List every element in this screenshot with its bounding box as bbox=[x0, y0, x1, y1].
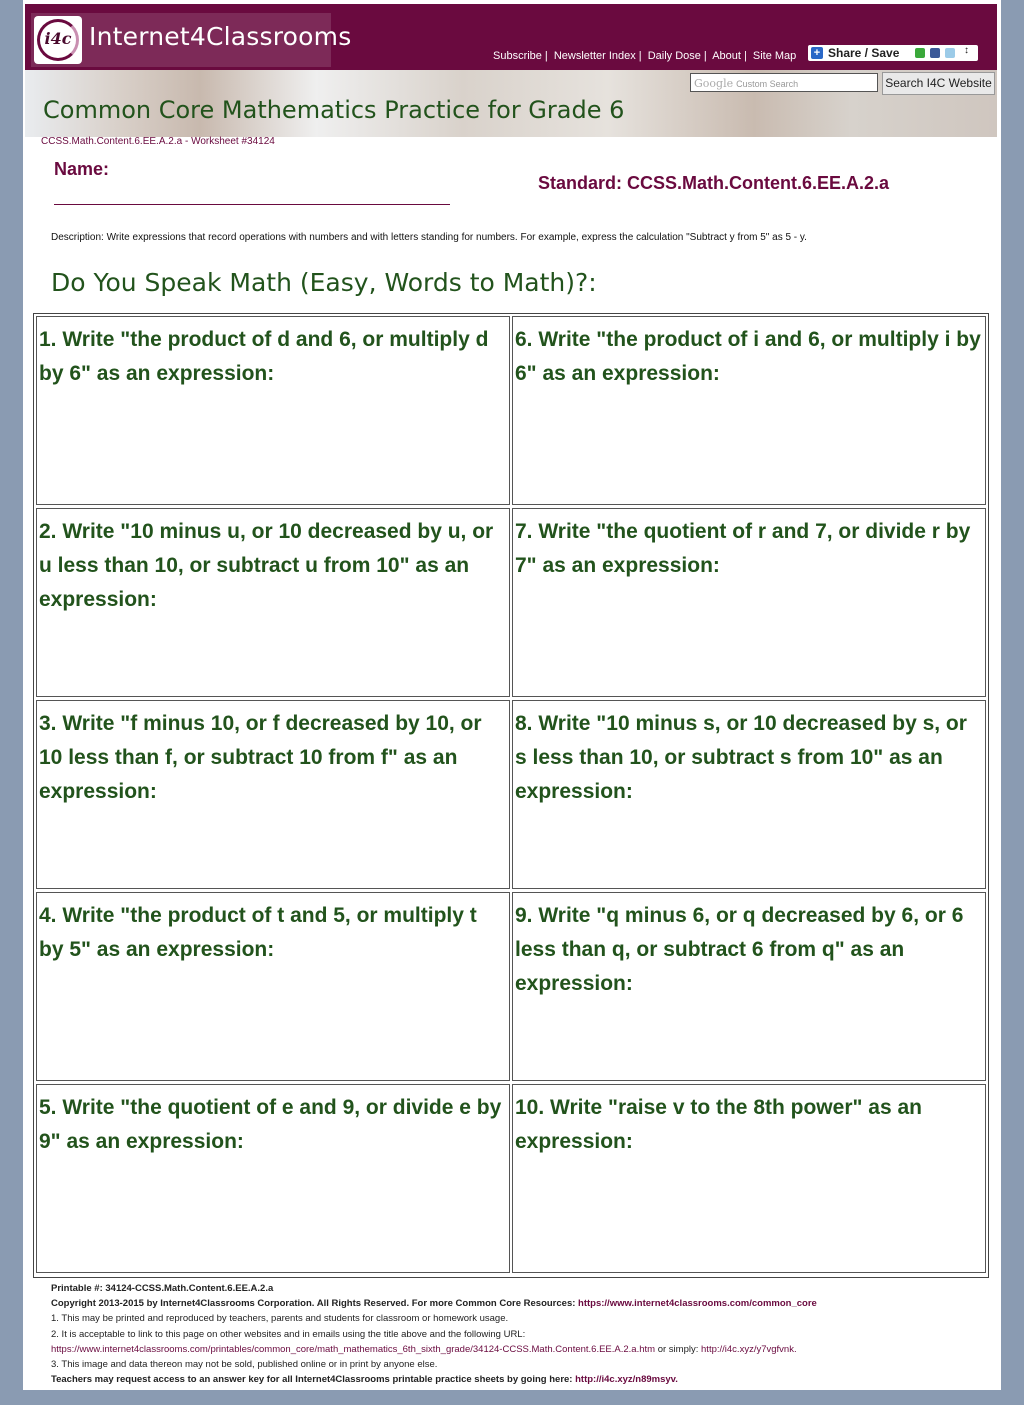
google-brand: Google bbox=[694, 77, 734, 90]
name-label: Name: bbox=[54, 159, 110, 179]
question-grid bbox=[33, 313, 989, 1278]
nav-subscribe[interactable]: Subscribe bbox=[493, 50, 542, 62]
common-core-link[interactable]: https://www.internet4classrooms.com/common_core bbox=[578, 1298, 817, 1310]
facebook-icon bbox=[930, 48, 940, 58]
question-cell bbox=[512, 316, 986, 505]
note-3: 3. This image and data thereon may not be sold, published online or in print by anyone else. bbox=[51, 1359, 438, 1371]
nav-site-map[interactable]: Site Map bbox=[752, 50, 797, 62]
breadcrumb[interactable]: CCSS.Math.Content.6.EE.A.2.a - Worksheet #34124 bbox=[41, 136, 275, 147]
share-green-icon bbox=[915, 48, 925, 58]
share-label: Share / Save bbox=[828, 46, 900, 60]
question-cell bbox=[512, 892, 986, 1081]
nav-daily-dose[interactable]: Daily Dose bbox=[647, 50, 701, 62]
question-cell bbox=[36, 508, 510, 697]
question-text: 9. Write "q minus 6, or q decreased by 6, or 6 less than q, or subtract 6 from q" as an expression: bbox=[515, 904, 964, 995]
header-bar bbox=[25, 4, 997, 70]
question-cell bbox=[512, 508, 986, 697]
question-text: 10. Write "raise v to the 8th power" as an expression: bbox=[515, 1096, 922, 1153]
search-input[interactable] bbox=[690, 73, 878, 92]
worksheet-heading: Do You Speak Math (Easy, Words to Math)?: bbox=[51, 268, 597, 297]
logo-mark-text: i4c bbox=[44, 29, 72, 48]
nav-newsletter-index[interactable]: Newsletter Index bbox=[553, 50, 636, 62]
question-text: 7. Write "the quotient of r and 7, or divide r by 7" as an expression: bbox=[515, 520, 971, 577]
question-cell bbox=[36, 316, 510, 505]
footer bbox=[51, 1281, 817, 1387]
question-cell bbox=[512, 1084, 986, 1273]
question-text: 1. Write "the product of d and 6, or multiply d by 6" as an expression: bbox=[39, 328, 489, 385]
question-text: 2. Write "10 minus u, or 10 decreased by u, or u less than 10, or subtract u from 10" as an expression: bbox=[39, 520, 494, 611]
worksheet-page bbox=[23, 0, 1001, 1390]
standard-label: Standard: CCSS.Math.Content.6.EE.A.2.a bbox=[538, 173, 890, 193]
logo-text: Internet4Classrooms bbox=[89, 22, 352, 51]
banner bbox=[25, 70, 997, 137]
long-url-link[interactable]: https://www.internet4classrooms.com/printables/common_core/math_mathematics_6th_sixth_grade/34124-CCSS.Math.Content.6.EE.A.2.a.htm bbox=[51, 1343, 656, 1355]
question-text: 5. Write "the quotient of e and 9, or divide e by 9" as an expression: bbox=[39, 1096, 502, 1153]
short-url-link[interactable]: http://i4c.xyz/y7vgfvnk. bbox=[701, 1343, 797, 1355]
note-1: 1. This may be printed and reproduced by teachers, parents and students for classroom or homework usage. bbox=[51, 1313, 509, 1325]
url-or: or simply: bbox=[657, 1343, 699, 1355]
top-nav: Subscribe | Newsletter Index | Daily Dose | About | Site Map bbox=[493, 50, 797, 62]
answer-key-link[interactable]: http://i4c.xyz/n89msyv. bbox=[575, 1374, 678, 1386]
search-placeholder: Custom Search bbox=[736, 79, 799, 89]
question-text: 6. Write "the product of i and 6, or multiply i by 6" as an expression: bbox=[515, 328, 981, 385]
note-2: 2. It is acceptable to link to this page on other websites and in emails using the title above and the following URL: bbox=[51, 1328, 526, 1340]
share-save-button[interactable] bbox=[808, 45, 978, 61]
logo-mark-icon bbox=[34, 16, 82, 64]
question-text: 8. Write "10 minus s, or 10 decreased by s, or s less than 10, or subtract s from 10" as an expression: bbox=[515, 712, 967, 803]
twitter-icon bbox=[945, 48, 955, 58]
question-cell bbox=[36, 892, 510, 1081]
question-cell bbox=[36, 1084, 510, 1273]
plus-icon: + bbox=[811, 47, 823, 59]
site-logo[interactable] bbox=[31, 13, 352, 67]
page-title: Common Core Mathematics Practice for Grade 6 bbox=[43, 96, 625, 124]
nav-about[interactable]: About bbox=[712, 50, 741, 62]
question-text: 4. Write "the product of t and 5, or multiply t by 5" as an expression: bbox=[39, 904, 477, 961]
description: Description: Write expressions that record operations with numbers and with letters standing for numbers. For example, express the calculation "Subtract y from 5" as 5 - y. bbox=[51, 232, 807, 243]
name-underline bbox=[54, 204, 450, 205]
question-cell bbox=[36, 700, 510, 889]
question-cell bbox=[512, 700, 986, 889]
teachers-note: Teachers may request access to an answer key for all Internet4Classrooms printable practice sheets by going here: bbox=[51, 1374, 573, 1386]
copyright: Copyright 2013-2015 by Internet4Classrooms Corporation. All Rights Reserved. For more Common Core Resources: bbox=[51, 1298, 576, 1310]
question-text: 3. Write "f minus 10, or f decreased by 10, or 10 less than f, or subtract 10 from f" as an expression: bbox=[39, 712, 482, 803]
chevron-updown-icon: ↕ bbox=[964, 45, 969, 56]
printable-number: Printable #: 34124-CCSS.Math.Content.6.EE.A.2.a bbox=[51, 1283, 274, 1294]
search-button[interactable]: Search I4C Website bbox=[882, 72, 995, 95]
